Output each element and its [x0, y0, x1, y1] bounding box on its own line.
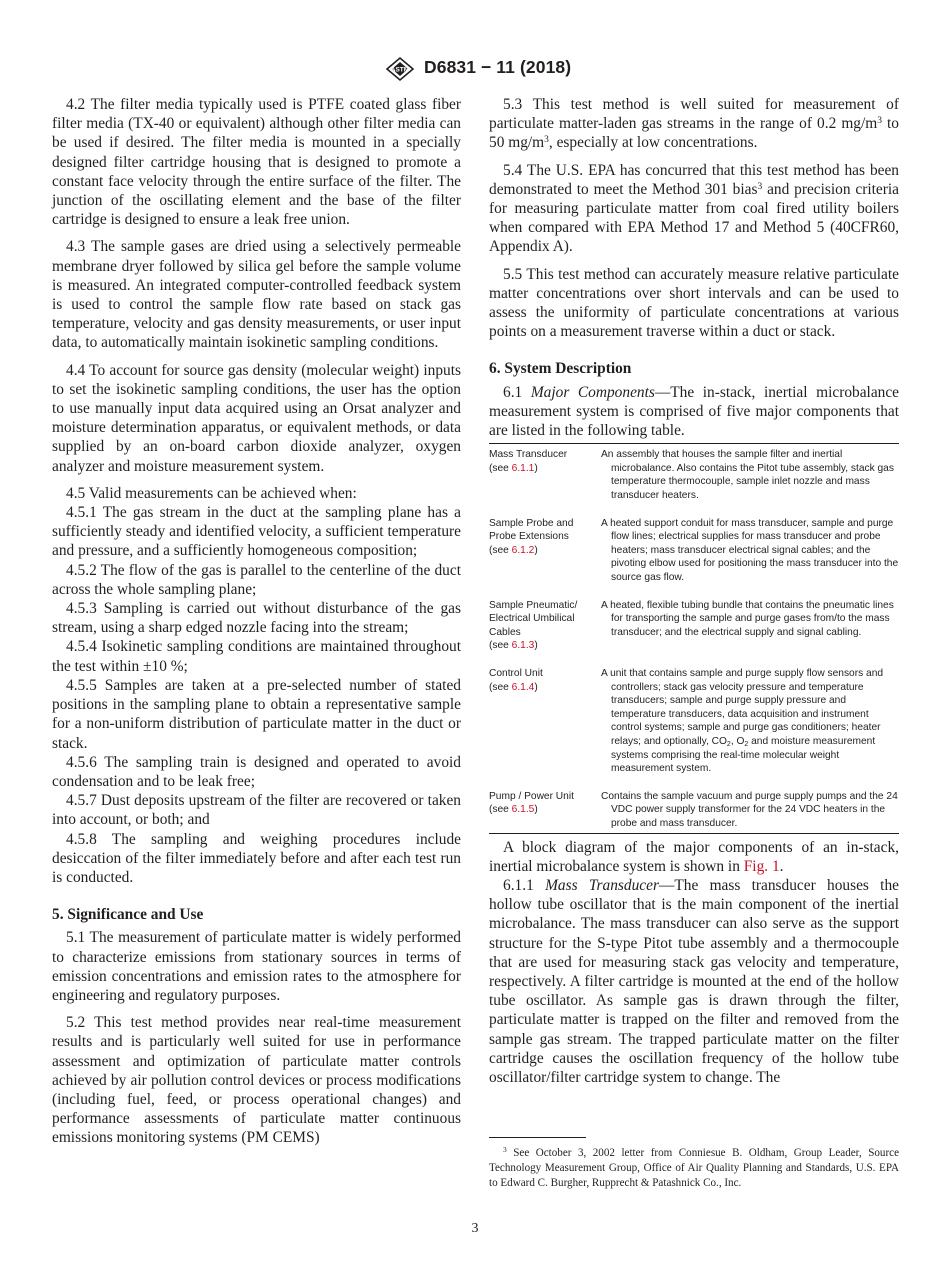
see-prefix: (see: [489, 640, 512, 652]
paragraph-6-1-title: Major Components: [530, 383, 655, 401]
footnote-divider: [489, 1137, 586, 1138]
component-name-cell: [489, 585, 601, 653]
component-description: Contains the sample vacuum and purge supply pumps and the 24 VDC power supply transformer for the 24 VDC heaters in the probe and mass transducer.: [601, 790, 898, 829]
component-name-cell: [489, 776, 601, 833]
component-name-cell: [489, 444, 601, 503]
description-text-c: and moisture measurement systems comprising the real-time molecular weight measurement system.: [611, 735, 876, 775]
paragraph-6-1-1-number: 6.1.1: [503, 876, 546, 894]
component-description: A heated support conduit for mass transducer, sample and purge flow lines; electrical supplies for mass transducer and probe heaters; mass transducer electrical signal cables; and the pivoting elbow used for positioning the mass transducer into the source gas flow.: [601, 517, 899, 583]
footnote-ref-3: 3: [757, 181, 763, 192]
paragraph-5-3-text-b: to 50 mg/m: [489, 115, 899, 152]
paragraph-4-5-1: 4.5.1 The gas stream in the duct at the sampling plane has a sufficiently steady and identified velocity, a sufficient temperature and pressure, and a sufficiently homogeneous composition;: [52, 504, 461, 560]
description-text-b: , O: [730, 735, 745, 747]
block-diagram-text-a: A block diagram of the major components of an in-stack, inertial microbalance system is shown in: [489, 838, 899, 875]
paragraph-5-3: [489, 95, 899, 153]
superscript-3: 3: [544, 135, 549, 146]
paragraph-5-4-text-b: and precision criteria for measuring particulate matter from coal fired utility boilers when compared with EPA Method 17 and Method 5 (40CFR60, Appendix A).: [489, 180, 899, 256]
see-prefix: (see: [489, 804, 512, 816]
page-header: [0, 56, 950, 84]
see-suffix: ): [534, 462, 538, 474]
component-name: Mass Transducer: [489, 449, 568, 461]
section-link-6-1-4[interactable]: 6.1.4: [511, 681, 535, 693]
superscript-3: 3: [877, 116, 882, 127]
paragraph-6-1-1-title: Mass Transducer: [545, 876, 659, 894]
paragraph-4-5-6: 4.5.6 The sampling train is designed and operated to avoid condensation and to be leak free;: [52, 753, 461, 790]
paragraph-5-4-text-a: 5.4 The U.S. EPA has concurred that this test method has been demonstrated to meet the Method 301 bias: [489, 161, 899, 198]
table-row: [489, 444, 899, 503]
component-name: Sample Probe and Probe Extensions: [489, 517, 574, 543]
table-row: [489, 653, 899, 776]
paragraph-6-1-1: [489, 876, 899, 1087]
paragraph-6-1-text: —The in-stack, inertial microbalance measurement system is comprised of five major components that are listed in the following table.: [489, 383, 900, 440]
paragraph-5-3-text-a: 5.3 This test method is well suited for measurement of particulate matter-laden gas streams in the range of 0.2 mg/m: [489, 96, 899, 133]
paragraph-5-1: 5.1 The measurement of particulate matter is widely performed to characterize emissions from stationary sources in terms of emission concentrations and emission rates to the atmosphere for engineering and regulatory purposes.: [52, 929, 461, 1004]
paragraph-4-5-4: 4.5.4 Isokinetic sampling conditions are maintained throughout the test within ±10 %;: [52, 638, 461, 675]
paragraph-5-2: 5.2 This test method provides near real-time measurement results and is particularly well suited for use in performance assessment and optimization of particulate matter controls achieved by air pollution control devices or process modifications (including fuel, feed, or process operational changes) and performance assessments of particulate matter continuous emissions monitoring systems (PM CEMS): [52, 1014, 461, 1147]
paragraph-6-1: [489, 383, 899, 441]
component-description: A heated, flexible tubing bundle that contains the pneumatic lines for transporting the sample and purge gases from/to the mass transducer; and the electrical supply and signal cabling.: [601, 599, 894, 638]
see-suffix: ): [534, 640, 538, 652]
paragraph-block-diagram: [489, 838, 899, 876]
figure-1-link[interactable]: Fig. 1: [743, 857, 780, 875]
see-suffix: ): [534, 681, 538, 693]
right-column: [489, 95, 899, 1087]
component-name-cell: [489, 653, 601, 776]
paragraph-4-5-2: 4.5.2 The flow of the gas is parallel to the centerline of the duct across the whole sampling plane;: [52, 561, 461, 598]
paragraph-4-2: 4.2 The filter media typically used is PTFE coated glass fiber filter media (TX-40 or equivalent) although other filter media can be used if desired. The filter media is mounted in a specially designed filter cartridge housing that is designed to promote a constant face velocity through the entire surface of the filter. The junction of the oscillating element and the base of the filter cartridge is designed to ensure a leak free union.: [52, 96, 461, 229]
paragraph-4-4: 4.4 To account for source gas density (molecular weight) inputs to set the isokinetic sampling conditions, the user has the option to use manually input data acquired using an Orsat analyzer and moisture determination apparatus, or equivalent methods, or data supplied by an on-board carbon dioxide analyzer, oxygen analyzer and moisture measurement system.: [52, 361, 461, 475]
paragraph-4-3: 4.3 The sample gases are dried using a selectively permeable membrane dryer followed by silica gel before the sample volume is measured. An integrated computer-controlled feedback system is used to control the sample flow rate based on stack gas temperature, velocity and gas density measurements, or user input data, to automatically maintain isokinetic sampling conditions.: [52, 238, 461, 352]
paragraph-4-5-3: 4.5.3 Sampling is carried out without disturbance of the gas stream, using a sharp edged nozzle facing into the stream;: [52, 600, 461, 637]
table-row: [489, 585, 899, 653]
see-suffix: ): [534, 804, 538, 816]
footnote-mark: 3: [503, 1145, 507, 1154]
component-description: An assembly that houses the sample filter and inertial microbalance. Also contains the Pitot tube assembly, stack gas temperature thermocouple, sample inlet nozzle and mass transducer heaters.: [601, 449, 894, 502]
section-link-6-1-3[interactable]: 6.1.3: [511, 640, 535, 652]
section-link-6-1-2[interactable]: 6.1.2: [511, 544, 535, 556]
table-row: [489, 776, 899, 833]
paragraph-5-5: 5.5 This test method can accurately measure relative particulate matter concentrations over short intervals and can be used to assess the uniformity of particulate concentrations at various points on a measurement traverse within a duct or stack.: [489, 265, 899, 341]
component-name: Sample Pneumatic/ Electrical Umbilical Cables: [489, 599, 578, 638]
component-name-cell: [489, 503, 601, 585]
paragraph-4-5-5: 4.5.5 Samples are taken at a pre-selected number of stated positions in the sampling plane to obtain a representative sample for a non-uniform distribution of particulate matter in the duct or stack.: [52, 676, 461, 752]
block-diagram-text-b: .: [779, 857, 784, 875]
page-number: 3: [471, 1221, 479, 1236]
footnote-3: [489, 1146, 899, 1192]
see-prefix: (see: [489, 681, 512, 693]
section-heading-6: 6. System Description: [489, 360, 632, 378]
section-link-6-1-1[interactable]: 6.1.1: [511, 462, 535, 474]
component-name: Control Unit: [489, 667, 543, 679]
footnote-text: See October 3, 2002 letter from Conniesue B. Oldham, Group Leader, Source Technology Measurement Group, Office of Air Quality Planning and Standards, U.S. EPA to Edward C. Burgher, Rupprecht & Patashnick Co., Inc.: [489, 1147, 899, 1190]
left-column: [52, 95, 461, 1148]
paragraph-6-1-number: 6.1: [503, 383, 531, 401]
logo-text: ASTM: [390, 66, 410, 74]
paragraph-4-5-7: 4.5.7 Dust deposits upstream of the filter are recovered or taken into account, or both; and: [52, 792, 461, 829]
section-link-6-1-5[interactable]: 6.1.5: [511, 804, 535, 816]
document-designation: D6831 − 11 (2018): [424, 57, 572, 77]
paragraph-5-4: [489, 161, 899, 257]
subscript-2: 2: [726, 740, 731, 748]
subscript-2: 2: [744, 740, 749, 748]
paragraph-6-1-1-text: —The mass transducer houses the hollow tube oscillator that is the main component of the inertial microbalance. The mass transducer can also serve as the support structure for the S-type Pitot tube assembly and a thermocouple that are used for measuring stack gas velocity and temperature, respectively. A filter cartridge is mounted at the end of the hollow tube oscillator. As sample gas is drawn through the filter, particulate matter is trapped on the filter and removed from the sample gas stream. The trapped particulate matter on the filter cartridge causes the oscillation frequency of the hollow tube oscillator/filter cartridge system to change. The: [489, 876, 899, 1086]
astm-logo-icon: [381, 56, 419, 82]
paragraph-4-5: 4.5 Valid measurements can be achieved when:: [66, 484, 357, 502]
components-table: [489, 443, 899, 833]
paragraph-4-5-8: 4.5.8 The sampling and weighing procedures include desiccation of the filter immediately before and after each test run is conducted.: [52, 830, 461, 886]
description-text-a: A unit that contains sample and purge supply flow sensors and controllers; stack gas velocity pressure and temperature transducers; sample and purge supply pressure and temperature transducers, data acquisition and instrument control systems; sample and purge gas conditioners; heater relays; and optionally, CO: [601, 667, 884, 747]
component-name: Pump / Power Unit: [489, 790, 574, 802]
paragraph-5-3-text-c: , especially at low concentrations.: [548, 134, 758, 152]
section-heading-5: 5. Significance and Use: [52, 906, 204, 924]
see-prefix: (see: [489, 544, 512, 556]
component-description: [601, 653, 899, 776]
see-prefix: (see: [489, 462, 512, 474]
table-row: [489, 503, 899, 585]
see-suffix: ): [534, 544, 538, 556]
